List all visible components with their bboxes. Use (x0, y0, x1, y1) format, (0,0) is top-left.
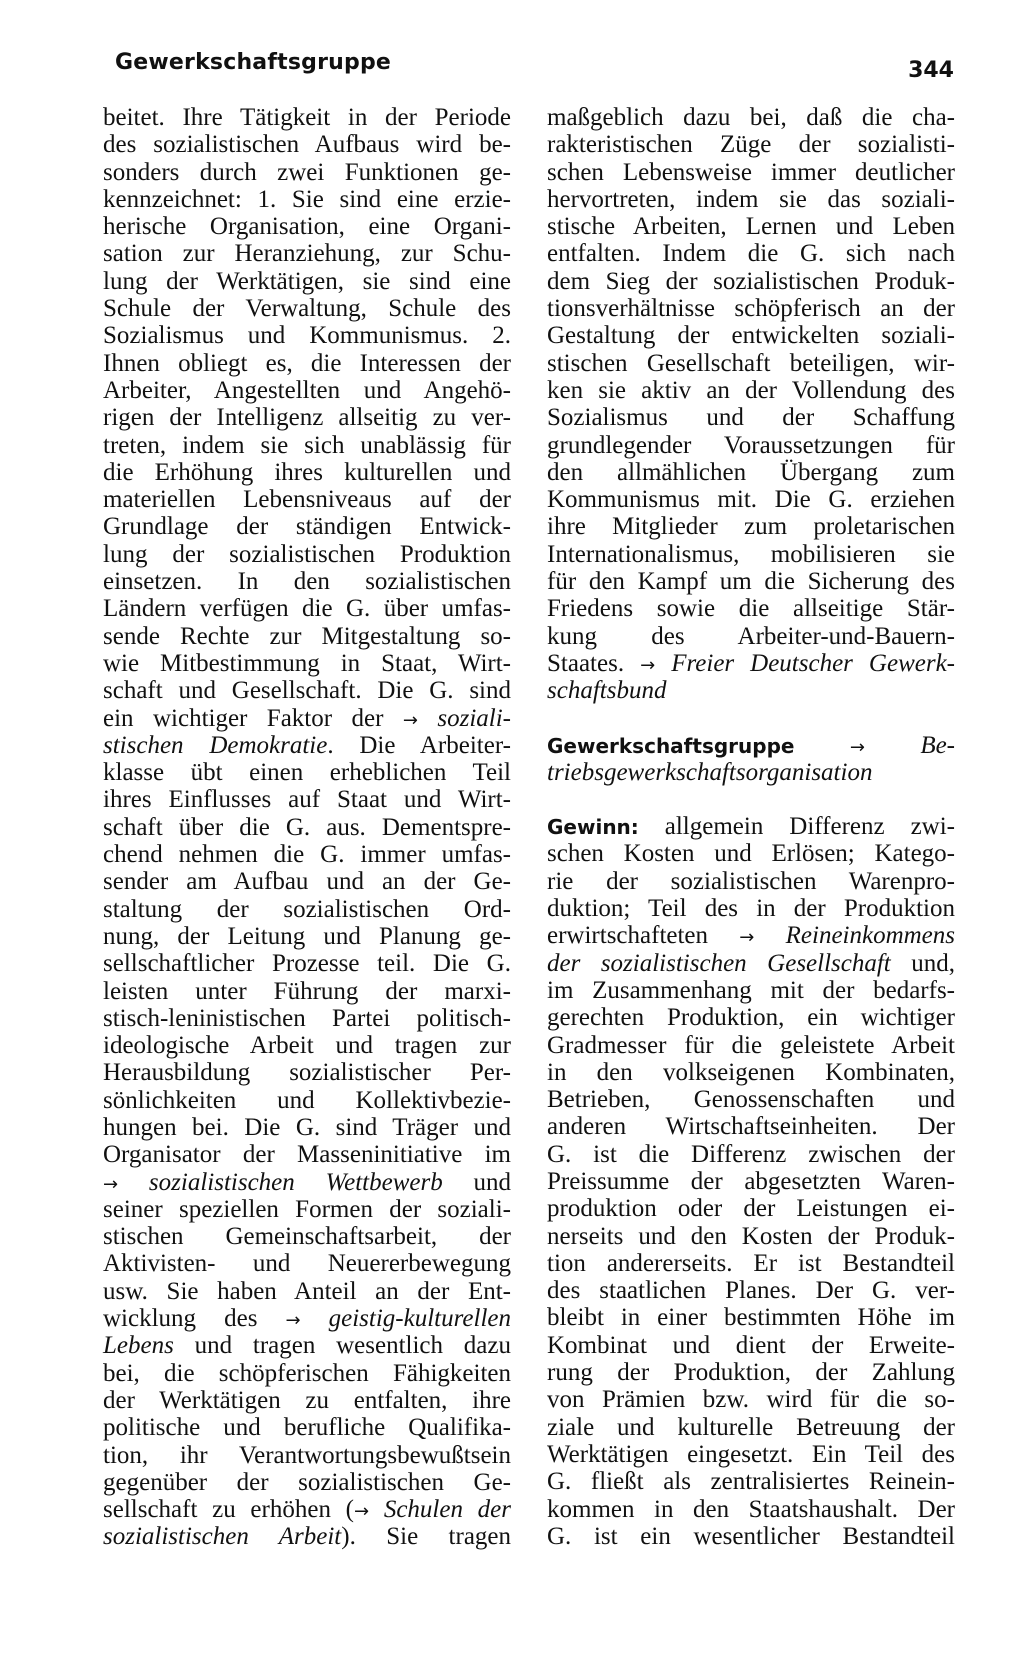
cross-reference[interactable]: Freier Deutscher Gewerk- (671, 649, 955, 677)
text-line: im Zusammenhang mit der bedarfs- (547, 976, 955, 1004)
cross-reference[interactable]: Lebens (103, 1332, 174, 1360)
cross-reference[interactable]: triebsgewerkschaftsorganisation (547, 758, 873, 786)
text-line: Gradmesser für die geleistete Arbeit (547, 1031, 955, 1059)
text-line: sönlichkeiten und Kollektivbezie- (103, 1086, 511, 1114)
text-line: schen Kosten und Erlösen; Katego- (547, 840, 955, 868)
text-fragment: und (473, 1168, 512, 1196)
text-line: Internationalismus, mobilisieren sie (547, 540, 955, 568)
text-fragment: ). Sie tragen (341, 1523, 512, 1551)
cross-reference[interactable]: soziali- (437, 704, 512, 732)
text-line: gegenüber der sozialistischen Ge- (103, 1468, 511, 1496)
text-fragment: sellschaft zu erhöhen ( (103, 1496, 354, 1524)
entry-spacer (547, 705, 955, 732)
text-line: Grundlage der ständigen Entwick- (103, 513, 511, 541)
text-line-with-ref (103, 1169, 511, 1196)
text-line: gerechten Produktion, ein wichtiger (547, 1004, 955, 1032)
text-line: Ihnen obliegt es, die Interessen der (103, 349, 511, 377)
arrow-icon: → (285, 1310, 301, 1332)
text-fragment: und tragen wesentlich dazu (194, 1332, 511, 1360)
text-line-with-ref (103, 1305, 511, 1332)
arrow-icon: → (849, 736, 865, 758)
text-line: Betrieben, Genossenschaften und (547, 1086, 955, 1114)
text-line: kung des Arbeiter-und-Bauern- (547, 622, 955, 650)
text-line: politische und berufliche Qualifika- (103, 1414, 511, 1442)
text-fragment: wicklung des (103, 1305, 258, 1333)
text-line: sende Rechte zur Mitgestaltung so- (103, 622, 511, 650)
text-line: rung der Produktion, der Zahlung (547, 1359, 955, 1387)
text-line: bleibt in einer bestimmten Höhe im (547, 1304, 955, 1332)
right-column (547, 104, 955, 1550)
text-line: anderen Wirtschaftseinheiten. Der (547, 1113, 955, 1141)
text-line-with-ref (103, 1496, 511, 1523)
text-line-with-ref (103, 1523, 511, 1550)
text-line: ken sie aktiv an der Vollendung des (547, 376, 955, 404)
text-line: ziale und kulturelle Betreuung der (547, 1413, 955, 1441)
text-line: Sozialismus und der Schaffung (547, 404, 955, 432)
text-line: des staatlichen Planes. Der G. ver- (547, 1277, 955, 1305)
text-line: Ländern verfügen die G. über umfas- (103, 595, 511, 623)
text-line: dem Sieg der sozialistischen Produk- (547, 267, 955, 295)
text-line: hungen bei. Die G. sind Träger und (103, 1113, 511, 1141)
text-line: hervortreten, indem sie das soziali- (547, 185, 955, 213)
text-line: der Werktätigen zu entfalten, ihre (103, 1386, 511, 1414)
text-line-with-ref (547, 922, 955, 949)
cross-reference[interactable]: Reineinkommens (785, 922, 956, 950)
text-line: ideologische Arbeit und tragen zur (103, 1032, 511, 1060)
text-line: ihre Mitglieder zum proletarischen (547, 513, 955, 541)
text-line: stischen Gesellschaft beteiligen, wir- (547, 349, 955, 377)
text-line-with-ref (547, 650, 955, 677)
text-line: Kombinat und dient der Erweite- (547, 1331, 955, 1359)
entry-heading-line (547, 813, 955, 840)
text-line: Sozialismus und Kommunismus. 2. (103, 322, 511, 350)
text-line: den allmählichen Übergang zum (547, 458, 955, 486)
arrow-icon: → (354, 1501, 370, 1523)
cross-reference[interactable]: sozialistischen Arbeit (103, 1523, 342, 1551)
text-line: rakteristischen Züge der sozialisti- (547, 131, 955, 159)
headword: Gewinn: (547, 815, 639, 840)
arrow-icon: → (739, 927, 755, 949)
text-line-with-ref (547, 950, 955, 977)
text-fragment: Staates. (547, 649, 625, 677)
text-line: für den Kampf um die Sicherung des (547, 568, 955, 596)
text-line: einsetzen. In den sozialistischen (103, 568, 511, 596)
text-line: G. fließt als zentralisiertes Reinein- (547, 1468, 955, 1496)
text-fragment: ein wichtiger Faktor der (103, 704, 384, 732)
text-line: leisten unter Führung der marxi- (103, 977, 511, 1005)
text-line: kommen in den Staatshaushalt. Der (547, 1495, 955, 1523)
text-line: von Prämien bzw. wird für die so- (547, 1386, 955, 1414)
text-line: sender am Aufbau und an der Ge- (103, 868, 511, 896)
text-line: lung der Werktätigen, sie sind eine (103, 267, 511, 295)
cross-reference[interactable]: geistig-kulturellen (328, 1305, 512, 1333)
running-head: Gewerkschaftsgruppe (115, 50, 392, 75)
text-fragment: erwirtschafteten (547, 922, 709, 950)
entry-spacer (547, 786, 955, 813)
text-line: maßgeblich dazu bei, daß die cha- (547, 104, 955, 131)
headword: Gewerkschaftsgruppe (547, 733, 795, 758)
text-line: staltung der sozialistischen Ord- (103, 895, 511, 923)
text-line: grundlegender Voraussetzungen für (547, 431, 955, 459)
text-line: stischen Gemeinschaftsarbeit, der (103, 1223, 511, 1251)
text-line: nerseits und den Kosten der Produk- (547, 1222, 955, 1250)
text-line: rigen der Intelligenz allseitig zu ver- (103, 404, 511, 432)
text-line: Arbeiter, Angestellten und Angehö- (103, 376, 511, 404)
text-line: Kommunismus mit. Die G. erziehen (547, 486, 955, 514)
text-line-with-ref (547, 759, 955, 786)
cross-reference[interactable]: Schulen der (383, 1496, 511, 1524)
cross-reference[interactable]: stischen Demokratie (103, 731, 328, 759)
cross-reference[interactable]: sozialistischen Wettbewerb (148, 1168, 443, 1196)
text-line: schaft und Gesellschaft. Die G. sind (103, 677, 511, 705)
text-line: materiellen Lebensniveaus auf der (103, 486, 511, 514)
text-fragment: und, (911, 949, 955, 977)
text-line: herische Organisation, eine Organi- (103, 213, 511, 241)
text-fragment: allgemein Differenz zwi- (664, 813, 955, 841)
text-line: in den volkseigenen Kombinaten, (547, 1058, 955, 1086)
text-line: seiner speziellen Formen der soziali- (103, 1195, 511, 1223)
text-line: klasse übt einen erheblichen Teil (103, 759, 511, 787)
arrow-icon: → (640, 654, 656, 676)
text-line: sation zur Heranziehung, zur Schu- (103, 240, 511, 268)
text-line: entfalten. Indem die G. sich nach (547, 240, 955, 268)
text-line: des sozialistischen Aufbaus wird be- (103, 131, 511, 159)
page-number: 344 (908, 58, 954, 83)
text-line: schen Lebensweise immer deutlicher (547, 158, 955, 186)
text-line: kennzeichnet: 1. Sie sind eine erzie- (103, 185, 511, 213)
text-line-with-ref (547, 677, 955, 704)
text-line: usw. Sie haben Anteil an der Ent- (103, 1277, 511, 1305)
text-line: G. ist die Differenz zwischen der (547, 1140, 955, 1168)
cross-reference[interactable]: Be- (920, 731, 956, 759)
text-line: nung, der Leitung und Planung ge- (103, 922, 511, 950)
text-line: Schule der Verwaltung, Schule des (103, 295, 511, 323)
text-line: sonders durch zwei Funktionen ge- (103, 158, 511, 186)
text-line: G. ist ein wesentlicher Bestandteil (547, 1522, 955, 1550)
entry-heading-line (547, 732, 955, 759)
text-line: tion andererseits. Er ist Bestandteil (547, 1249, 955, 1277)
text-line: treten, indem sie sich unablässig für (103, 431, 511, 459)
text-line: ihres Einflusses auf Staat und Wirt- (103, 786, 511, 814)
text-line: Aktivisten- und Neuererbewegung (103, 1250, 511, 1278)
arrow-icon: → (402, 709, 418, 731)
text-fragment: . Die Arbeiter- (327, 731, 511, 759)
text-line: Friedens sowie die allseitige Stär- (547, 595, 955, 623)
text-line: stisch-leninistischen Partei politisch- (103, 1004, 511, 1032)
text-line: Herausbildung sozialistischer Per- (103, 1059, 511, 1087)
text-line: Werktätigen eingesetzt. Ein Teil des (547, 1440, 955, 1468)
text-line: Organisator der Masseninitiative im (103, 1141, 511, 1169)
cross-reference[interactable]: der sozialistischen Gesellschaft (547, 949, 891, 977)
text-line: rie der sozialistischen Warenpro- (547, 867, 955, 895)
text-line-with-ref (103, 1332, 511, 1359)
text-line: duktion; Teil des in der Produktion (547, 895, 955, 923)
text-line: die Erhöhung ihres kulturellen und (103, 458, 511, 486)
text-line: bei, die schöpferischen Fähigkeiten (103, 1359, 511, 1387)
text-line: tionsverhältnisse schöpferisch an der (547, 295, 955, 323)
text-line: Gestaltung der entwickelten soziali- (547, 322, 955, 350)
text-line-with-ref (103, 732, 511, 759)
text-line: Preissumme der abgesetzten Waren- (547, 1167, 955, 1195)
arrow-icon: → (103, 1173, 119, 1195)
text-line: chend nehmen die G. immer umfas- (103, 841, 511, 869)
text-line-with-ref (103, 705, 511, 732)
text-line: wie Mitbestimmung in Staat, Wirt- (103, 649, 511, 677)
text-line: sellschaftlicher Prozesse teil. Die G. (103, 950, 511, 978)
text-line: produktion oder der Leistungen ei- (547, 1195, 955, 1223)
text-line: stische Arbeiten, Lernen und Leben (547, 213, 955, 241)
text-line: schaft über die G. aus. Dementspre- (103, 813, 511, 841)
text-line: beitet. Ihre Tätigkeit in der Periode (103, 104, 511, 131)
left-column (103, 104, 511, 1551)
cross-reference[interactable]: schaftsbund (547, 677, 667, 705)
text-line: tion, ihr Verantwortungsbewußtsein (103, 1441, 511, 1469)
text-line: lung der sozialistischen Produktion (103, 540, 511, 568)
